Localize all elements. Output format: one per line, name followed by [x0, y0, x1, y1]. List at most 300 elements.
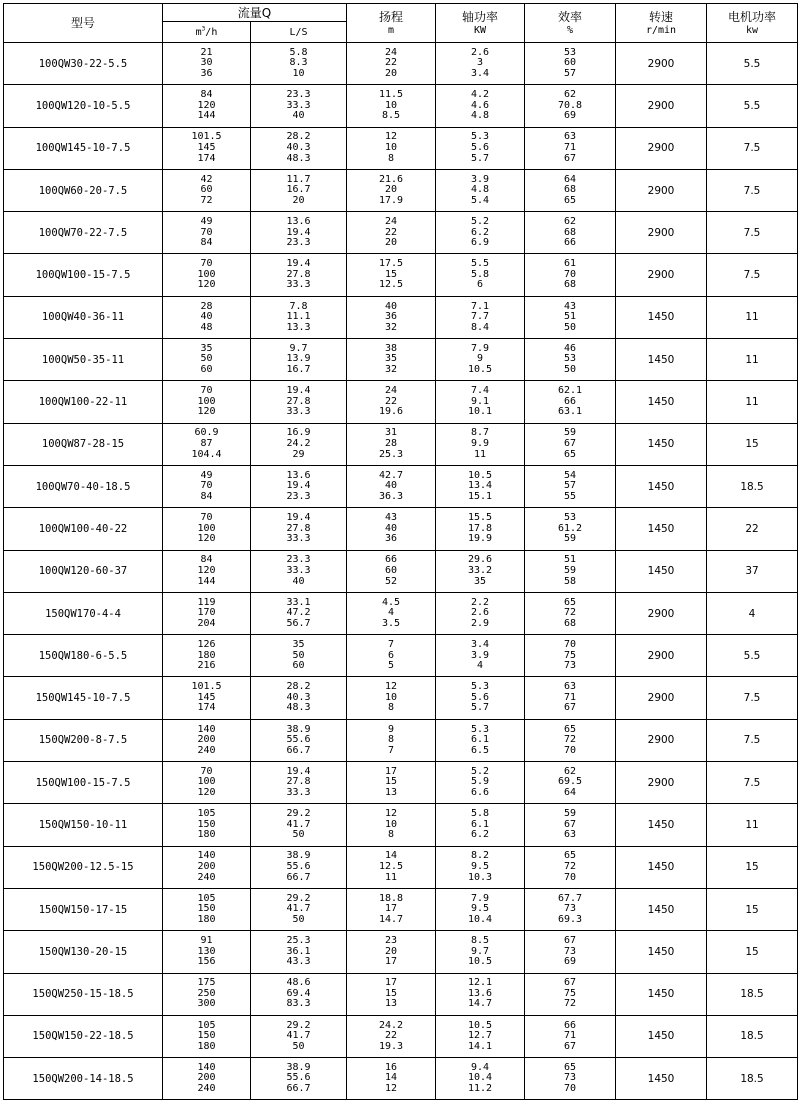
- speed-cell: 2900: [616, 212, 707, 254]
- flow-ls-value: 28.2: [286, 681, 311, 693]
- model-cell: 150QW150-17-15: [4, 888, 163, 930]
- efficiency-value: 66: [563, 237, 577, 249]
- flow-m3h-value: 49: [200, 215, 213, 227]
- efficiency-value: 64: [563, 786, 577, 798]
- shaft-power-value: 5.6: [470, 691, 490, 703]
- efficiency-cell: [525, 381, 616, 423]
- flow-m3h-value: 144: [197, 575, 216, 587]
- motor-power-cell: 7.5: [707, 127, 798, 169]
- speed-cell: 1450: [616, 465, 707, 507]
- head-value: 32: [384, 364, 398, 376]
- efficiency-value: 68: [563, 226, 577, 238]
- head-value: 10: [384, 99, 398, 111]
- table-body: [4, 43, 798, 1100]
- efficiency-value: 73: [563, 1072, 577, 1084]
- shaft-power-value: 10.1: [467, 406, 493, 418]
- head-value: 14.7: [378, 913, 404, 925]
- speed-cell: 1450: [616, 508, 707, 550]
- efficiency-value: 59: [563, 533, 577, 545]
- shaft-power-value: 5.2: [470, 215, 490, 227]
- flow-m3h-cell: [163, 846, 251, 888]
- flow-ls-value: 41.7: [286, 1030, 311, 1042]
- head-value: 32: [384, 321, 398, 333]
- flow-m3h-value: 150: [197, 1030, 216, 1042]
- shaft-power-cell: [436, 508, 525, 550]
- table-row: [4, 846, 798, 888]
- motor-power-cell: 37: [707, 550, 798, 592]
- flow-ls-value: 25.3: [286, 934, 311, 946]
- flow-m3h-cell: [163, 254, 251, 296]
- flow-ls-value: 8.3: [289, 57, 308, 69]
- table-row: [4, 212, 798, 254]
- shaft-power-value: 9.5: [470, 903, 490, 915]
- shaft-power-cell: [436, 550, 525, 592]
- shaft-power-value: 13.6: [467, 987, 493, 999]
- flow-ls-value: 13.3: [286, 321, 311, 333]
- efficiency-cell: [525, 85, 616, 127]
- flow-ls-cell: [251, 888, 347, 930]
- flow-m3h-cell: [163, 762, 251, 804]
- head-cell: [347, 508, 436, 550]
- flow-m3h-value: 240: [197, 871, 216, 883]
- header-speed: [616, 4, 707, 43]
- head-value: 24.2: [378, 1019, 404, 1031]
- flow-ls-value: 41.7: [286, 818, 311, 830]
- motor-power-cell: 7.5: [707, 212, 798, 254]
- speed-cell: 1450: [616, 931, 707, 973]
- head-value: 12: [384, 808, 398, 820]
- speed-cell: 2900: [616, 677, 707, 719]
- head-value: 16: [384, 1061, 398, 1073]
- speed-cell: 1450: [616, 1058, 707, 1100]
- flow-ls-cell: [251, 635, 347, 677]
- shaft-power-value: 4.8: [470, 184, 490, 196]
- efficiency-value: 70: [563, 1083, 577, 1095]
- efficiency-value: 63: [563, 829, 577, 841]
- flow-m3h-value: 70: [200, 258, 213, 270]
- efficiency-cell: [525, 931, 616, 973]
- flow-ls-value: 48.6: [286, 977, 311, 989]
- flow-m3h-cell: [163, 296, 251, 338]
- table-row: [4, 762, 798, 804]
- head-value: 18.8: [378, 892, 404, 904]
- flow-m3h-value: 216: [197, 660, 216, 672]
- flow-m3h-value: 101.5: [191, 681, 222, 693]
- table-row: [4, 127, 798, 169]
- flow-m3h-value: 91: [200, 934, 213, 946]
- motor-power-cell: 5.5: [707, 43, 798, 85]
- table-row: [4, 508, 798, 550]
- table-row: [4, 888, 798, 930]
- head-cell: [347, 1058, 436, 1100]
- efficiency-value: 62: [563, 215, 577, 227]
- head-cell: [347, 635, 436, 677]
- speed-cell: 2900: [616, 762, 707, 804]
- flow-m3h-value: 100: [197, 268, 216, 280]
- table-row: [4, 339, 798, 381]
- flow-ls-value: 69.4: [286, 987, 311, 999]
- model-cell: 150QW150-22-18.5: [4, 1015, 163, 1057]
- shaft-power-cell: [436, 719, 525, 761]
- head-cell: [347, 381, 436, 423]
- flow-ls-value: 38.9: [286, 1061, 311, 1073]
- flow-m3h-value: 70: [200, 765, 213, 777]
- efficiency-value: 65: [563, 194, 577, 206]
- efficiency-value: 68: [563, 279, 577, 291]
- head-value: 19.6: [378, 406, 404, 418]
- flow-m3h-value: 140: [197, 723, 216, 735]
- shaft-power-cell: [436, 465, 525, 507]
- shaft-power-value: 2.6: [470, 46, 490, 58]
- flow-m3h-cell: [163, 127, 251, 169]
- motor-power-cell: 7.5: [707, 169, 798, 211]
- shaft-power-value: 4.2: [470, 89, 490, 101]
- head-value: 28: [384, 438, 398, 450]
- flow-ls-value: 16.7: [286, 184, 311, 196]
- flow-m3h-value: 70: [200, 480, 213, 492]
- flow-m3h-value: 84: [200, 89, 213, 101]
- flow-ls-value: 33.1: [286, 596, 311, 608]
- flow-ls-value: 48.3: [286, 152, 311, 164]
- flow-ls-value: 55.6: [286, 1072, 311, 1084]
- flow-ls-value: 38.9: [286, 850, 311, 862]
- efficiency-value: 73: [563, 903, 577, 915]
- head-value: 11.5: [378, 89, 404, 101]
- head-value: 19.3: [378, 1040, 404, 1052]
- efficiency-cell: [525, 804, 616, 846]
- shaft-power-value: 7.4: [470, 385, 490, 397]
- head-value: 17: [384, 765, 398, 777]
- flow-m3h-value: 170: [197, 607, 216, 619]
- head-value: 14: [384, 1072, 398, 1084]
- head-value: 43: [384, 512, 398, 524]
- table-row: [4, 85, 798, 127]
- flow-m3h-value: 300: [197, 998, 216, 1010]
- flow-m3h-cell: [163, 931, 251, 973]
- shaft-power-value: 7.9: [470, 892, 490, 904]
- head-cell: [347, 212, 436, 254]
- table-row: [4, 1058, 798, 1100]
- head-value: 8: [388, 829, 395, 841]
- flow-m3h-cell: [163, 888, 251, 930]
- shaft-power-cell: [436, 592, 525, 634]
- flow-m3h-cell: [163, 169, 251, 211]
- flow-m3h-cell: [163, 508, 251, 550]
- shaft-power-value: 10.5: [467, 1019, 493, 1031]
- shaft-power-value: 10.5: [467, 956, 493, 968]
- flow-ls-value: 50: [292, 913, 305, 925]
- shaft-power-value: 15.5: [467, 512, 493, 524]
- flow-ls-value: 66.7: [286, 1083, 311, 1095]
- head-value: 36: [384, 533, 398, 545]
- flow-ls-value: 23.3: [286, 490, 311, 502]
- flow-m3h-value: 49: [200, 469, 213, 481]
- efficiency-cell: [525, 465, 616, 507]
- flow-ls-cell: [251, 465, 347, 507]
- head-cell: [347, 804, 436, 846]
- speed-cell: 1450: [616, 888, 707, 930]
- speed-cell: 1450: [616, 804, 707, 846]
- speed-cell: 2900: [616, 719, 707, 761]
- efficiency-cell: [525, 212, 616, 254]
- head-cell: [347, 296, 436, 338]
- shaft-power-value: 17.8: [467, 522, 493, 534]
- efficiency-value: 50: [563, 364, 577, 376]
- flow-m3h-value: 101.5: [191, 131, 222, 143]
- flow-ls-cell: [251, 719, 347, 761]
- flow-ls-value: 66.7: [286, 744, 311, 756]
- flow-ls-value: 16.9: [286, 427, 311, 439]
- efficiency-cell: [525, 762, 616, 804]
- flow-ls-cell: [251, 339, 347, 381]
- shaft-power-cell: [436, 339, 525, 381]
- efficiency-value: 63: [563, 131, 577, 143]
- shaft-power-value: 6.5: [470, 744, 490, 756]
- flow-m3h-value: 150: [197, 903, 216, 915]
- shaft-power-value: 5.8: [470, 808, 490, 820]
- head-value: 20: [384, 945, 398, 957]
- flow-ls-value: 19.4: [286, 480, 311, 492]
- speed-cell: 1450: [616, 1015, 707, 1057]
- speed-cell: 2900: [616, 635, 707, 677]
- flow-m3h-value: 145: [197, 691, 216, 703]
- head-value: 36: [384, 311, 398, 323]
- table-row: [4, 592, 798, 634]
- flow-ls-cell: [251, 550, 347, 592]
- motor-power-cell: 15: [707, 931, 798, 973]
- table-row: [4, 465, 798, 507]
- speed-cell: 1450: [616, 550, 707, 592]
- head-value: 17: [384, 956, 398, 968]
- flow-m3h-value: 140: [197, 850, 216, 862]
- shaft-power-value: 7.1: [470, 300, 490, 312]
- shaft-power-value: 9.7: [470, 945, 490, 957]
- flow-m3h-value: 120: [197, 533, 216, 545]
- flow-ls-value: 11.1: [286, 311, 311, 323]
- head-value: 20: [384, 184, 398, 196]
- flow-ls-value: 16.7: [286, 364, 311, 376]
- head-value: 22: [384, 226, 398, 238]
- header-model: [4, 4, 163, 43]
- flow-ls-value: 13.9: [286, 353, 311, 365]
- flow-ls-value: 13.6: [286, 469, 311, 481]
- header-shaft-power: [436, 4, 525, 43]
- flow-ls-value: 33.3: [286, 99, 311, 111]
- table-row: [4, 550, 798, 592]
- shaft-power-value: 6.9: [470, 237, 490, 249]
- flow-m3h-value: 21: [200, 46, 213, 58]
- flow-m3h-value: 60: [200, 364, 213, 376]
- shaft-power-value: 11.2: [467, 1083, 493, 1095]
- flow-ls-value: 29.2: [286, 892, 311, 904]
- motor-power-cell: 7.5: [707, 254, 798, 296]
- efficiency-value: 51: [563, 311, 577, 323]
- shaft-power-cell: [436, 212, 525, 254]
- head-value: 3.5: [381, 617, 401, 629]
- efficiency-cell: [525, 169, 616, 211]
- flow-m3h-cell: [163, 43, 251, 85]
- shaft-power-value: 2.2: [470, 596, 490, 608]
- efficiency-cell: [525, 423, 616, 465]
- shaft-power-cell: [436, 1058, 525, 1100]
- head-value: 25.3: [378, 448, 404, 460]
- flow-ls-value: 10: [292, 67, 305, 79]
- head-value: 12: [384, 131, 398, 143]
- efficiency-cell: [525, 635, 616, 677]
- shaft-power-value: 12.7: [467, 1030, 493, 1042]
- flow-ls-value: 28.2: [286, 131, 311, 143]
- flow-m3h-value: 100: [197, 776, 216, 788]
- flow-ls-cell: [251, 846, 347, 888]
- head-value: 13: [384, 786, 398, 798]
- head-value: 40: [384, 522, 398, 534]
- shaft-power-value: 14.7: [467, 998, 493, 1010]
- table-row: [4, 254, 798, 296]
- efficiency-value: 69.5: [557, 776, 583, 788]
- motor-power-cell: 11: [707, 339, 798, 381]
- shaft-power-value: 10.4: [467, 913, 493, 925]
- flow-m3h-value: 60: [200, 184, 213, 196]
- shaft-power-value: 9.9: [470, 438, 490, 450]
- shaft-power-value: 6: [477, 279, 484, 291]
- flow-m3h-value: 105: [197, 808, 216, 820]
- flow-m3h-value: 140: [197, 1061, 216, 1073]
- shaft-power-value: 6.2: [470, 829, 490, 841]
- flow-m3h-cell: [163, 635, 251, 677]
- flow-ls-cell: [251, 127, 347, 169]
- speed-cell: 2900: [616, 127, 707, 169]
- flow-m3h-cell: [163, 719, 251, 761]
- efficiency-cell: [525, 846, 616, 888]
- flow-ls-value: 50: [292, 1040, 305, 1052]
- head-value: 20: [384, 237, 398, 249]
- head-value: 4: [388, 607, 395, 619]
- head-cell: [347, 973, 436, 1015]
- shaft-power-value: 4: [477, 660, 484, 672]
- shaft-power-value: 11: [473, 448, 487, 460]
- motor-power-cell: 18.5: [707, 973, 798, 1015]
- flow-ls-cell: [251, 43, 347, 85]
- shaft-power-cell: [436, 1015, 525, 1057]
- head-value: 21.6: [378, 173, 404, 185]
- model-cell: 150QW100-15-7.5: [4, 762, 163, 804]
- head-value: 17.5: [378, 258, 404, 270]
- table-row: [4, 296, 798, 338]
- flow-m3h-value: 126: [197, 638, 216, 650]
- flow-ls-value: 19.4: [286, 765, 311, 777]
- shaft-power-value: 3.9: [470, 649, 490, 661]
- shaft-power-value: 2.6: [470, 607, 490, 619]
- flow-ls-value: 40.3: [286, 691, 311, 703]
- model-cell: 150QW130-20-15: [4, 931, 163, 973]
- shaft-power-value: 2.9: [470, 617, 490, 629]
- head-value: 8.5: [381, 110, 401, 122]
- efficiency-cell: [525, 550, 616, 592]
- efficiency-value: 60: [563, 57, 577, 69]
- head-cell: [347, 931, 436, 973]
- shaft-power-value: 3.9: [470, 173, 490, 185]
- head-value: 31: [384, 427, 398, 439]
- table-row: [4, 1015, 798, 1057]
- efficiency-value: 43: [563, 300, 577, 312]
- efficiency-value: 62: [563, 89, 577, 101]
- efficiency-value: 59: [563, 564, 577, 576]
- model-cell: 100QW40-36-11: [4, 296, 163, 338]
- table-row: [4, 169, 798, 211]
- flow-ls-cell: [251, 931, 347, 973]
- head-cell: [347, 423, 436, 465]
- efficiency-value: 67: [563, 438, 577, 450]
- flow-ls-cell: [251, 1015, 347, 1057]
- model-cell: 100QW70-40-18.5: [4, 465, 163, 507]
- head-cell: [347, 169, 436, 211]
- head-value: 38: [384, 342, 398, 354]
- flow-m3h-value: 120: [197, 406, 216, 418]
- flow-ls-cell: [251, 169, 347, 211]
- flow-ls-value: 33.3: [286, 279, 311, 291]
- speed-cell: 1450: [616, 423, 707, 465]
- head-value: 36.3: [378, 490, 404, 502]
- flow-m3h-value: 70: [200, 512, 213, 524]
- shaft-power-value: 35: [473, 575, 487, 587]
- flow-m3h-value: 174: [197, 152, 216, 164]
- efficiency-value: 65: [563, 1061, 577, 1073]
- head-value: 15: [384, 268, 398, 280]
- efficiency-value: 50: [563, 321, 577, 333]
- pump-spec-table: [3, 3, 798, 1100]
- flow-ls-value: 5.8: [289, 46, 308, 58]
- efficiency-value: 53: [563, 46, 577, 58]
- efficiency-value: 69: [563, 956, 577, 968]
- head-value: 7: [388, 744, 395, 756]
- efficiency-cell: [525, 719, 616, 761]
- head-value: 60: [384, 564, 398, 576]
- flow-m3h-cell: [163, 212, 251, 254]
- speed-cell: 1450: [616, 381, 707, 423]
- head-value: 10: [384, 141, 398, 153]
- head-value: 12.5: [378, 860, 404, 872]
- table-row: [4, 931, 798, 973]
- flow-m3h-value: 200: [197, 1072, 216, 1084]
- efficiency-value: 58: [563, 575, 577, 587]
- shaft-power-cell: [436, 296, 525, 338]
- flow-m3h-value: 42: [200, 173, 213, 185]
- flow-m3h-value: 50: [200, 353, 213, 365]
- efficiency-value: 67: [563, 152, 577, 164]
- header-flow-ls: L/S: [251, 22, 347, 43]
- flow-m3h-value: 70: [200, 385, 213, 397]
- header-motor-power: [707, 4, 798, 43]
- head-cell: [347, 339, 436, 381]
- efficiency-value: 46: [563, 342, 577, 354]
- efficiency-value: 65: [563, 723, 577, 735]
- model-cell: 100QW30-22-5.5: [4, 43, 163, 85]
- flow-ls-value: 48.3: [286, 702, 311, 714]
- flow-m3h-value: 84: [200, 490, 213, 502]
- header-efficiency: [525, 4, 616, 43]
- flow-ls-value: 56.7: [286, 617, 311, 629]
- flow-ls-value: 55.6: [286, 860, 311, 872]
- header-head-unit: m: [388, 24, 395, 36]
- header-flow: 流量Q: [163, 4, 347, 22]
- efficiency-cell: [525, 973, 616, 1015]
- shaft-power-cell: [436, 423, 525, 465]
- shaft-power-cell: [436, 381, 525, 423]
- efficiency-value: 59: [563, 427, 577, 439]
- shaft-power-cell: [436, 43, 525, 85]
- head-cell: [347, 677, 436, 719]
- efficiency-value: 65: [563, 850, 577, 862]
